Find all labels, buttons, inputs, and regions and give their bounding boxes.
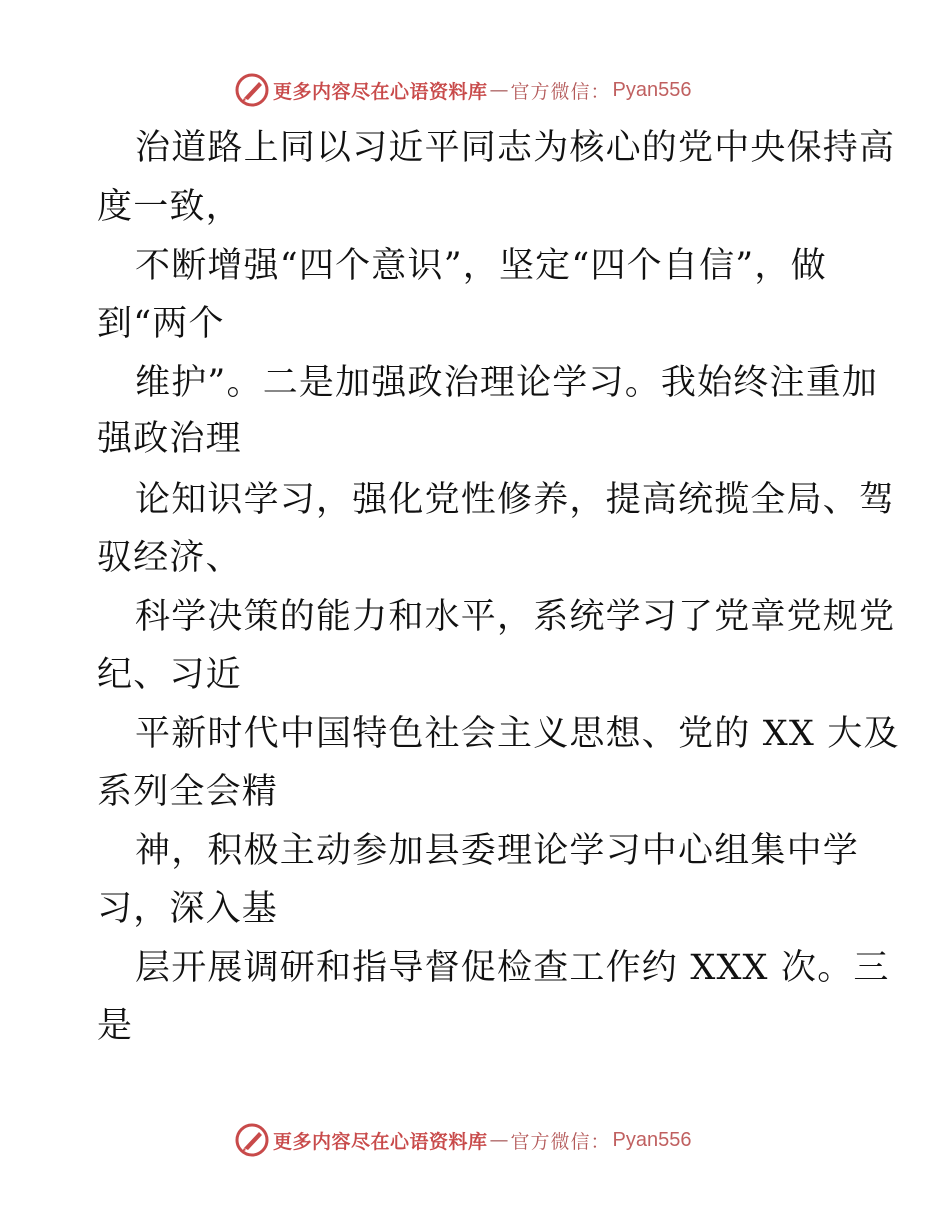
watermark-official-label: 官方微信：	[510, 1130, 611, 1153]
watermark-dash: —	[489, 79, 509, 101]
watermark-official-label: 官方微信：	[510, 80, 611, 103]
text-line: 是	[97, 1006, 134, 1046]
text-line: 层开展调研和指导督促检查工作约 XXX 次。三	[135, 948, 890, 988]
text-line: 到“两个	[97, 304, 225, 344]
text-line: 论知识学习，强化党性修养，提高统揽全局、驾	[135, 480, 896, 520]
watermark-wechat-id: Pyan556	[612, 1128, 692, 1151]
text-line: 强政治理	[97, 419, 242, 459]
watermark-wechat-id: Pyan556	[612, 78, 692, 101]
text-line: 度一致，	[97, 187, 242, 227]
text-line: 驭经济、	[97, 538, 242, 578]
text-line: 神，积极主动参加县委理论学习中心组集中学	[135, 831, 860, 871]
text-line: 系列全会精	[97, 772, 279, 812]
text-line: 维护”。二是加强政治理论学习。我始终注重加	[135, 363, 879, 403]
watermark-label: 更多内容尽在心语资料库	[273, 1130, 488, 1153]
text-line: 纪、习近	[97, 655, 242, 695]
footer-watermark	[235, 1123, 692, 1157]
text-line: 不断增强“四个意识”，坚定“四个自信”，做	[135, 246, 827, 286]
text-line: 习，深入基	[97, 889, 279, 929]
quill-logo-icon	[235, 1123, 269, 1157]
text-line: 治道路上同以习近平同志为核心的党中央保持高	[135, 128, 896, 168]
text-line: 平新时代中国特色社会主义思想、党的 XX 大及	[135, 714, 900, 754]
text-line: 科学决策的能力和水平，系统学习了党章党规党	[135, 597, 896, 637]
watermark-dash: —	[489, 1129, 509, 1151]
watermark-label: 更多内容尽在心语资料库	[273, 80, 488, 103]
